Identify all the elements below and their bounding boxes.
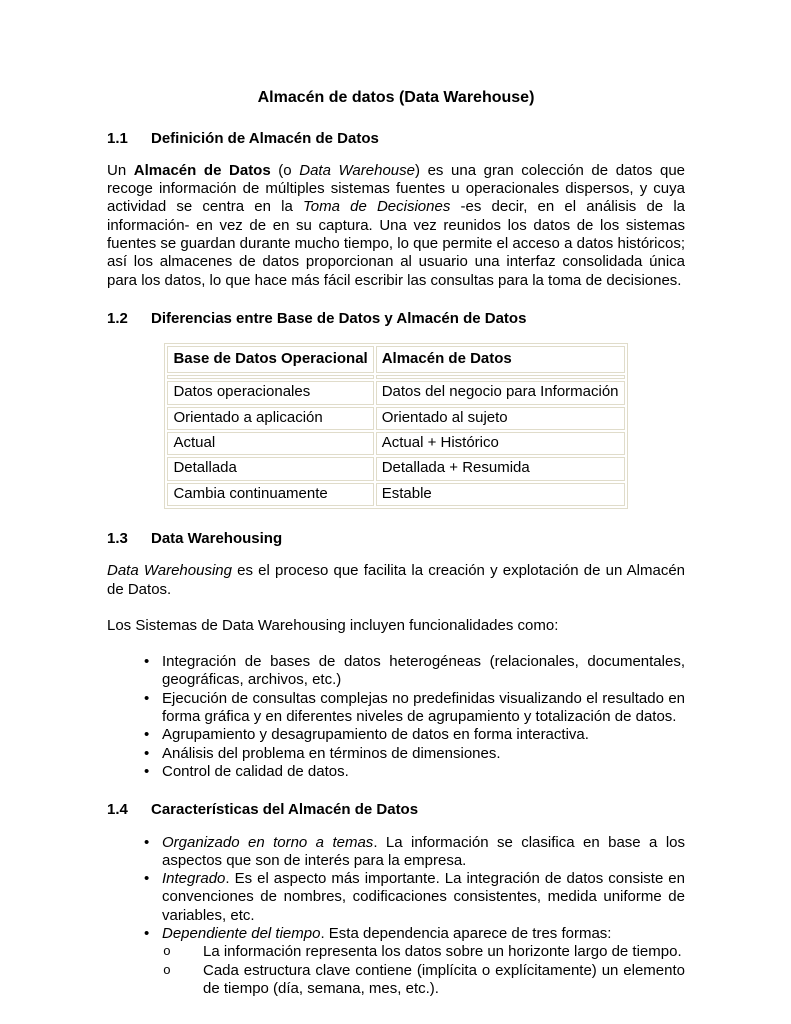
text-run: -es decir, en el análisis de la información- en vez de en su captura. Una vez reunidos los datos de los sistemas fuentes se guardan durante mucho tiempo, lo que permite el acceso a datos históricos; así los almacenes de datos proporcionan al usuario una interfaz consolidada única para los datos, lo que hace más fácil escribir las consultas para la toma de decisiones.	[107, 198, 685, 289]
table-cell: Estable	[376, 483, 625, 506]
sub-list-item	[107, 962, 685, 999]
paragraph-functionalities-intro: Los Sistemas de Data Warehousing incluyen funcionalidades como:	[107, 616, 559, 634]
text-run-italic: Toma de Decisiones	[302, 198, 451, 216]
list-item	[107, 726, 685, 744]
heading-1-1-number: 1.1	[107, 129, 128, 147]
list-item	[107, 763, 685, 781]
table-cell: Actual	[167, 432, 373, 455]
table-row	[167, 381, 624, 404]
list-item	[107, 925, 685, 943]
heading-1-4-text: Características del Almacén de Datos	[151, 801, 419, 819]
document-title: Almacén de datos (Data Warehouse)	[257, 89, 535, 106]
characteristics-list	[107, 834, 685, 999]
heading-1-2	[107, 310, 685, 328]
table-cell: Detallada	[167, 457, 373, 480]
table-spacer-row	[167, 375, 624, 379]
functionalities-list	[107, 653, 685, 781]
list-item	[107, 690, 685, 727]
table-cell: Orientado a aplicación	[167, 407, 373, 430]
comparison-table	[164, 343, 627, 509]
sub-list-item-text: Cada estructura clave contiene (implícita o explícitamente) un elemento de tiempo (día, semana, mes, etc.).	[203, 961, 685, 997]
list-item-lead-italic: Integrado	[162, 870, 226, 888]
sub-list-item	[107, 943, 685, 961]
text-run-italic: Data Warehouse	[299, 161, 415, 179]
list-item	[107, 653, 685, 690]
table-spacer-cell	[167, 375, 373, 379]
table-row	[167, 457, 624, 480]
bullet-icon: •	[144, 726, 150, 744]
table-header-cell-right: Almacén de Datos	[376, 346, 625, 373]
comparison-table-wrapper	[107, 343, 685, 509]
table-header-cell-left: Base de Datos Operacional	[167, 346, 373, 373]
heading-1-2-text: Diferencias entre Base de Datos y Almacén de Datos	[151, 309, 527, 327]
table-cell: Cambia continuamente	[167, 483, 373, 506]
heading-1-3	[107, 530, 685, 548]
heading-1-2-number: 1.2	[107, 309, 128, 327]
list-item-text: Control de calidad de datos.	[162, 762, 349, 780]
bullet-icon: •	[144, 653, 150, 671]
table-cell: Actual + Histórico	[376, 432, 625, 455]
table-header-row	[167, 346, 624, 373]
paragraph-definition	[107, 162, 685, 290]
text-run-bold: Almacén de Datos	[133, 161, 271, 179]
list-item-text: . Es el aspecto más importante. La integración de datos consiste en convenciones de nombres, codificaciones consistentes, medida uniforme de variables, etc.	[162, 870, 685, 924]
list-item	[107, 834, 685, 871]
list-item-text: . Esta dependencia aparece de tres formas:	[320, 925, 612, 943]
circle-bullet-icon: o	[163, 962, 171, 978]
heading-1-1-text: Definición de Almacén de Datos	[151, 129, 379, 147]
table-row	[167, 407, 624, 430]
text-run: es el proceso que facilita la creación y explotación de un Almacén de Datos.	[107, 562, 686, 598]
bullet-icon: •	[144, 689, 150, 707]
table-cell: Datos operacionales	[167, 381, 373, 404]
table-spacer-cell	[376, 375, 625, 379]
heading-1-4-number: 1.4	[107, 801, 128, 819]
text-run: Un	[107, 161, 134, 179]
bullet-icon: •	[144, 762, 150, 780]
paragraph-warehousing	[107, 562, 685, 599]
list-item-text: Análisis del problema en términos de dimensiones.	[162, 744, 501, 762]
heading-1-1	[107, 130, 685, 148]
table-cell: Datos del negocio para Información	[376, 381, 625, 404]
list-item-text: Agrupamiento y desagrupamiento de datos en forma interactiva.	[162, 726, 589, 744]
text-run: (o	[270, 161, 300, 179]
table-row	[167, 483, 624, 506]
text-run-italic: Data Warehousing	[107, 562, 232, 580]
list-item-lead-italic: Organizado en torno a temas	[162, 833, 374, 851]
heading-1-3-text: Data Warehousing	[151, 529, 283, 547]
list-item-text: Integración de bases de datos heterogéneas (relacionales, documentales, geográficas, archivos, etc.)	[162, 653, 685, 689]
text-run: ) es una gran colección de datos que recoge información de múltiples sistemas fuentes u operacionales dispersos, y cuya actividad se centra en la	[107, 161, 686, 216]
sub-list-item-text: La información representa los datos sobre un horizonte largo de tiempo.	[203, 943, 682, 961]
table-row	[167, 432, 624, 455]
bullet-icon: •	[144, 833, 150, 851]
list-item-text: Ejecución de consultas complejas no predefinidas visualizando el resultado en forma gráfica y en diferentes niveles de agrupamiento y totalización de datos.	[162, 689, 685, 726]
heading-1-4	[107, 801, 685, 819]
list-item-lead-italic: Dependiente del tiempo	[162, 925, 321, 943]
list-item	[107, 745, 685, 763]
bullet-icon: •	[144, 925, 150, 943]
bullet-icon: •	[144, 870, 150, 888]
list-item	[107, 870, 685, 925]
table-cell: Orientado al sujeto	[376, 407, 625, 430]
list-item-text: . La información se clasifica en base a los aspectos que son de interés para la empresa.	[162, 833, 685, 869]
table-cell: Detallada + Resumida	[376, 457, 625, 480]
circle-bullet-icon: o	[163, 944, 171, 960]
bullet-icon: •	[144, 744, 150, 762]
heading-1-3-number: 1.3	[107, 529, 128, 547]
